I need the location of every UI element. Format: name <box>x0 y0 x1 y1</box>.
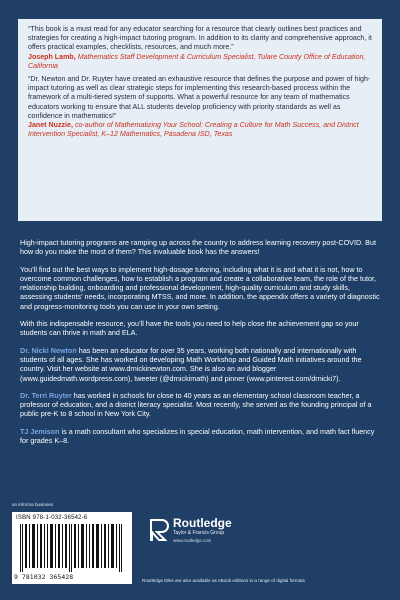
author-bio <box>20 391 380 419</box>
book-description <box>20 238 380 453</box>
author-bio-text: has been an educator for over 35 years, working both nationally and internationally with students of all ages. She has worked on developing Math Workshop and Guided Math initiatives around the country. Visit her website at www.drnickinewton.com. She is also an avid blogger (www.guidedmath.wordpress.com), tweeter (@drnickimath) and pinner (www.pinterest.com/drnicki7). <box>20 345 362 383</box>
praise-author-title: Mathematics Staff Development & Curriculum Specialist, Tulare County Office of Education, California <box>28 52 366 70</box>
praise-quote-text: “This book is a must read for any educator searching for a resource that clearly outlines best practices and strategies for creating a high-impact tutoring program. In addition to its clarity and comprehensive approach, it offers practical examples, checklists, resources, and much more.” <box>28 25 372 52</box>
description-paragraph: You’ll find out the best ways to implement high-dosage tutoring, including what it is and what it is not, how to overcome common challenges, how to establish a program and create a collaborative team, the role of the tutor, relationship building, onboarding and professional development, high-quality curriculum and study skills, assessing students’ needs, incorporating MTSS, and more. In addition, the appendix offers a variety of diagnostic and progress-monitoring tools you can use in your own setting. <box>20 264 380 311</box>
publisher-name: Routledge <box>173 516 232 530</box>
praise-author-title: co-author of Mathematizing Your School: Creating a Culture for Math Success, and District Intervention Specialist, K–12 Mathematics, Pasadena ISD, Texas <box>28 121 359 139</box>
barcode-digits: 9 781032 365428 <box>14 573 74 581</box>
publisher-text <box>173 516 232 544</box>
author-name: TJ Jemison <box>20 426 60 436</box>
author-bio <box>20 346 380 383</box>
isbn-label: ISBN 978-1-032-36542-6 <box>16 515 88 521</box>
description-paragraph: With this indispensable resource, you’ll have the tools you need to help close the achievement gap so your students can thrive in math and ELA. <box>20 319 359 338</box>
footer-note: Routledge titles are also available as eBook editions in a range of digital formats <box>142 578 305 583</box>
praise-attribution <box>28 121 359 138</box>
praise-quote-1 <box>28 25 372 71</box>
praise-box <box>18 19 382 221</box>
publisher-logo <box>149 516 329 562</box>
praise-author: Joseph Lamb, <box>28 52 76 61</box>
praise-quote-text: “Dr. Newton and Dr. Ruyter have created an exhaustive resource that defines the purpose and power of high-impact tutoring as well as clear strategic steps for implementing this research-based process within the framework of a multi-tiered system of supports. What a powerful resource for any team of mathematics educators working to ensure that ALL students develop proficiency with priority standards as well as confidence in mathematics!” <box>28 75 371 120</box>
barcode-panel <box>12 512 132 584</box>
routledge-logo-icon <box>149 518 169 542</box>
author-name: Dr. Nicki Newton <box>20 345 77 355</box>
publisher-website: www.routledge.com <box>173 538 212 543</box>
author-name: Dr. Terri Ruyter <box>20 390 72 400</box>
publisher-group: Taylor & Francis Group <box>173 530 225 536</box>
description-paragraph: High-impact tutoring programs are ramping up across the country to address learning recovery post-COVID. But how do you make the most of them? This invaluable book has the answers! <box>20 238 376 257</box>
praise-quote-2 <box>28 75 372 139</box>
author-bio-text: has worked in schools for close to 40 years as an elementary school classroom teacher, a professor of education, and a district literacy specialist. Most recently, she served as the founding principal of a public pre-K to 8 school in New York City. <box>20 390 372 419</box>
author-bio-text: is a math consultant who specializes in special education, math intervention, and math fact fluency for grades K–8. <box>20 426 375 446</box>
praise-attribution <box>28 53 365 70</box>
praise-author: Janet Nuzzie, <box>28 121 73 130</box>
author-bio <box>20 427 380 446</box>
imprint-label: an informa business <box>12 502 54 507</box>
barcode-icon <box>16 524 128 572</box>
